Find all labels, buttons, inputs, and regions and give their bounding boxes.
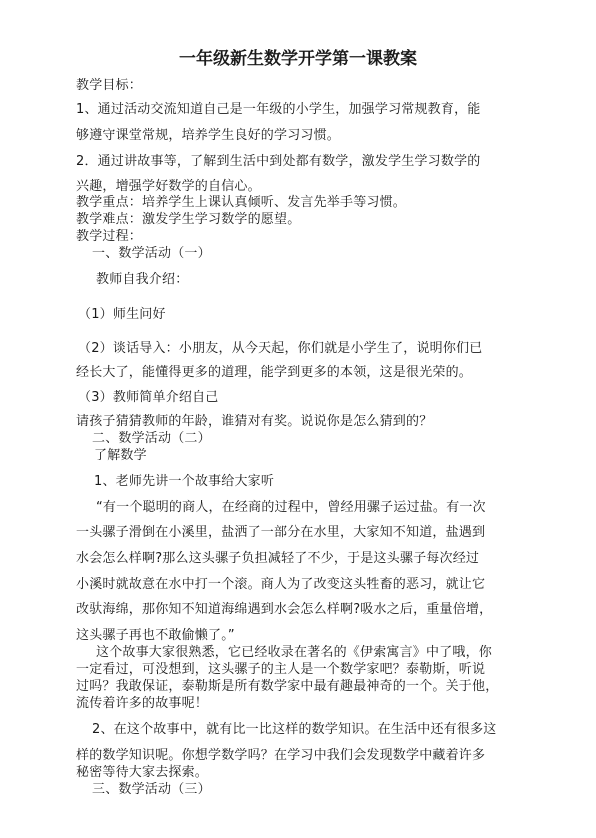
story-line-5: 改驮海绵，那你知不知道海绵遇到水会怎么样啊?吸水之后，重量倍增， <box>76 602 493 617</box>
activity-3-heading: 三、数学活动（三） <box>92 782 211 797</box>
story-line-6: 这头骡子再也不敢偷懒了。” <box>76 628 235 643</box>
objective-1-line-1: 1、通过活动交流知道自己是一年级的小学生，加强学习常规教育，能 <box>76 102 481 117</box>
point-2-line-2: 样的数学知识呢。你想学数学吗？在学习中我们会发现数学中藏着许多 <box>76 748 486 763</box>
story-line-3: 水会怎么样啊?那么这头骡子负担减轻了不少，于是这头骡子每次经过 <box>76 551 480 566</box>
document-title: 一年级新生数学开学第一课教案 <box>179 49 417 69</box>
story-line-4: 小溪时就故意在水中打一个滚。商人为了改变这头牲畜的恶习，就让它 <box>76 577 486 592</box>
point-2-line-1: 2、在这个故事中，就有比一比这样的数学知识。在生活中还有很多这 <box>92 722 497 737</box>
point-2-line-3: 秘密等待大家去探索。 <box>76 765 209 780</box>
commentary-line-4: 流传着许多的故事呢！ <box>76 696 209 711</box>
understand-math: 了解数学 <box>94 448 147 463</box>
story-line-1: “有一个聪明的商人，在经商的过程中，曾经用骡子运过盐。有一次 <box>96 500 486 515</box>
activity-1-heading: 一、数学活动（一） <box>92 246 211 261</box>
process-heading: 教学过程： <box>76 229 143 244</box>
difficult-point: 教学难点：激发学生学习数学的愿望。 <box>76 212 301 227</box>
step-2-line-2: 经长大了，能懂得更多的道理，能学到更多的本领，这是很光荣的。 <box>76 365 473 380</box>
teacher-intro-heading: 教师自我介绍： <box>96 272 189 287</box>
story-intro: 1、老师先讲一个故事给大家听 <box>94 474 275 489</box>
commentary-line-1: 这个故事大家很熟悉，它已经收录在著名的《伊索寓言》中了哦，你 <box>96 645 493 660</box>
step-2-line-1: （2）谈话导入：小朋友，从今天起，你们就是小学生了，说明你们已 <box>78 341 483 356</box>
objective-1-line-2: 够遵守课堂常规，培养学生良好的学习习惯。 <box>76 128 341 143</box>
objective-2-line-1: 2．通过讲故事等，了解到生活中到处都有数学，激发学生学习数学的 <box>76 154 481 169</box>
objective-2-line-2: 兴趣，增强学好数学的自信心。 <box>76 179 261 194</box>
objectives-heading: 教学目标： <box>76 78 143 93</box>
commentary-line-2: 一定看过，可没想到，这头骡子的主人是一个数学家吧？泰勒斯，听说 <box>76 662 486 677</box>
step-1-greeting: （1）师生问好 <box>78 307 166 322</box>
activity-2-heading: 二、数学活动（二） <box>92 431 211 446</box>
story-line-2: 一头骡子滑倒在小溪里，盐洒了一部分在水里，大家知不知道，盐遇到 <box>76 525 486 540</box>
commentary-line-3: 过吗？我敢保证，泰勒斯是所有数学家中最有趣最神奇的一个。关于他， <box>76 679 499 694</box>
key-point: 教学重点：培养学生上课认真倾听、发言先举手等习惯。 <box>76 195 407 210</box>
step-3-intro: （3）教师简单介绍自己 <box>78 390 219 405</box>
guess-age-prompt: 请孩子猜猜教师的年龄，谁猜对有奖。说说你是怎么猜到的？ <box>76 414 433 429</box>
